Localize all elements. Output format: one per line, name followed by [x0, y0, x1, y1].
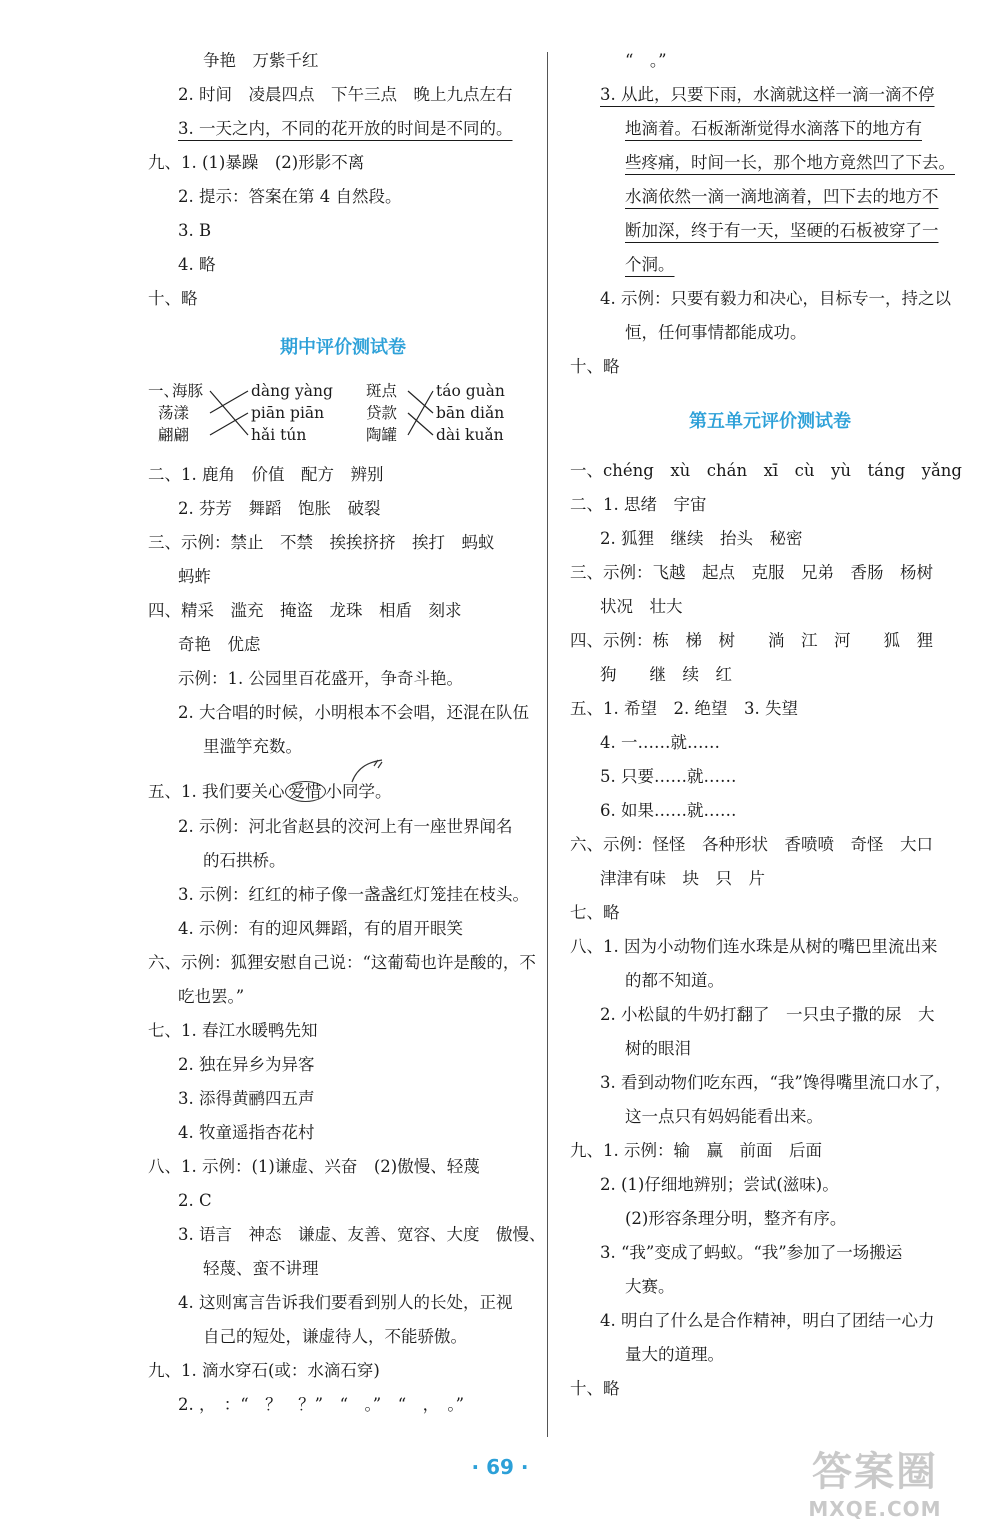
answer-line: 十、略: [570, 357, 620, 376]
answer-line: 示例：1. 公园里百花盛开，争奇斗艳。: [178, 669, 463, 688]
match-left-pinyin: hǎi tún: [251, 426, 307, 444]
match-left-word: 海豚: [172, 382, 204, 400]
answer-line: 水滴依然一滴一滴地滴着，凹下去的地方不: [625, 187, 939, 206]
answer-line: 里滥竽充数。: [203, 737, 302, 756]
answer-line: 七、略: [570, 903, 620, 922]
answer-line: 3. 一天之内，不同的花开放的时间是不同的。: [178, 119, 513, 138]
answer-line: 这一点只有妈妈能看出来。: [625, 1107, 823, 1126]
answer-line: 3. 添得黄鹂四五声: [178, 1089, 315, 1108]
answer-line: 六、示例：怪怪 各种形状 香喷喷 奇怪 大口: [570, 835, 933, 854]
answer-line: 4. 牧童遥指杏花村: [178, 1123, 315, 1142]
answer-line: 4. 明白了什么是合作精神，明白了团结一心力: [600, 1311, 935, 1330]
answer-line: 的石拱桥。: [203, 851, 286, 870]
left-column: [148, 44, 546, 1422]
match-left-pinyin: piān piān: [251, 404, 325, 422]
answer-line: 状况 壮大: [600, 597, 683, 616]
answer-line: (2)形容条理分明，整齐有序。: [625, 1209, 847, 1228]
answer-line: “ 。”: [625, 51, 667, 70]
answer-line: 树的眼泪: [625, 1039, 691, 1058]
answer-line: 三、示例：飞越 起点 克服 兄弟 香肠 杨树: [570, 563, 933, 582]
answer-line: 三、示例：禁止 不禁 挨挨挤挤 挨打 蚂蚁: [148, 533, 495, 552]
answer-line: 争艳 万紫千红: [203, 51, 319, 70]
answer-line: 津津有味 块 只 片: [600, 869, 765, 888]
left-lines-end: [148, 810, 546, 1422]
answer-line: 个洞。: [625, 255, 675, 274]
answer-line: 二、1. 思绪 宇宙: [570, 495, 707, 514]
match-right-word: 贷款: [366, 404, 398, 422]
answer-line: 2. (1)仔细地辨别；尝试(滋味)。: [600, 1175, 839, 1194]
answer-line: 些疼痛，时间一长，那个地方竟然凹了下去。: [625, 153, 955, 172]
match-right-pinyin: táo guàn: [436, 382, 505, 400]
answer-line: 2. 示例：河北省赵县的洨河上有一座世界闻名: [178, 817, 513, 836]
column-divider: [547, 52, 548, 1437]
answer-line: 2. 小松鼠的牛奶打翻了 一只虫子撒的尿 大: [600, 1005, 935, 1024]
match-right-word: 陶罐: [366, 426, 398, 444]
answer-line: 九、1. 滴水穿石(或：水滴石穿): [148, 1361, 380, 1380]
answer-line: 量大的道理。: [625, 1345, 724, 1364]
answer-line: 吃也罢。”: [178, 987, 245, 1006]
answer-line: 3. 语言 神态 谦虚、友善、宽容、大度 傲慢、: [178, 1225, 546, 1244]
answer-line: 蚂蚱: [178, 567, 211, 586]
answer-line: 八、1. 因为小动物们连水珠是从树的嘴巴里流出来: [570, 937, 938, 956]
answer-line: 奇艳 优虑: [178, 635, 261, 654]
answer-line: 六、示例：狐狸安慰自己说：“这葡萄也许是酸的，不: [148, 953, 536, 972]
answer-line: 6. 如果……就……: [600, 801, 737, 820]
page-number: · 69 ·: [471, 1455, 529, 1479]
answer-line: 五、1. 希望 2. 绝望 3. 失望: [570, 699, 798, 718]
answer-line: 4. 这则寓言告诉我们要看到别人的长处，正视: [178, 1293, 513, 1312]
answer-line: 4. 示例：只要有毅力和决心，目标专一，持之以: [600, 289, 951, 308]
pinyin-matching: [148, 380, 538, 458]
section-title-unit5: 第五单元评价测试卷: [689, 411, 851, 432]
answer-line: 七、1. 春江水暖鸭先知: [148, 1021, 318, 1040]
answer-line: 四、精采 滥充 掩盗 龙珠 相盾 刻求: [148, 601, 462, 620]
right-lines-top: [570, 44, 970, 384]
left-lines-top: [148, 44, 538, 316]
match-right-pinyin: bān diǎn: [436, 404, 505, 422]
answer-line: 狗 继 续 红: [600, 665, 732, 684]
answer-line: 3. 示例：红红的柿子像一盏盏红灯笼挂在枝头。: [178, 885, 529, 904]
answer-line: 2. 芬芳 舞蹈 饱胀 破裂: [178, 499, 381, 518]
matching-prefix: 一、: [148, 382, 180, 400]
answer-line: 四、示例：栋 梯 树 淌 江 河 狐 狸: [570, 631, 933, 650]
answer-line: 3. B: [178, 221, 212, 240]
answer-line: 2. 大合唱的时候，小明根本不会唱，还混在队伍: [178, 703, 529, 722]
q5-suffix: 小同学。: [325, 782, 392, 801]
answer-line: 2. 狐狸 继续 抬头 秘密: [600, 529, 803, 548]
answer-line: 二、1. 鹿角 价值 配方 辨别: [148, 465, 384, 484]
answer-line: 一、chéng xù chán xī cù yù táng yǎng: [570, 461, 962, 480]
watermark-url: MXQE.COM: [808, 1497, 942, 1521]
answer-line: 大赛。: [625, 1277, 675, 1296]
edit-mark-icon: [348, 756, 388, 784]
answer-line: 4. 示例：有的迎风舞蹈，有的眉开眼笑: [178, 919, 463, 938]
answer-line-q5: [148, 764, 538, 810]
answer-line: 恒，任何事情都能成功。: [625, 323, 807, 342]
watermark-text: 答案圈: [812, 1449, 938, 1495]
right-column: [570, 44, 970, 1406]
answer-line: 2. C: [178, 1191, 212, 1210]
answer-line: 2. ， ：“ ？ ？” “ 。” “ ， 。”: [178, 1395, 465, 1414]
match-left-pinyin: dàng yàng: [251, 382, 333, 400]
answer-line: 八、1. 示例：(1)谦虚、兴奋 (2)傲慢、轻蔑: [148, 1157, 480, 1176]
answer-line: 2. 独在异乡为异客: [178, 1055, 315, 1074]
watermark-logo: [780, 1440, 970, 1521]
left-lines-bottom: [148, 458, 538, 764]
answer-line: 九、1. (1)暴躁 (2)形影不离: [148, 153, 365, 172]
right-lines-bottom: [570, 454, 970, 1406]
answer-line: 九、1. 示例：输 赢 前面 后面: [570, 1141, 822, 1160]
section-title-midterm: 期中评价测试卷: [280, 337, 406, 358]
match-left-word: 荡漾: [158, 404, 190, 422]
answer-line: 地滴着。石板渐渐觉得水滴落下的地方有: [625, 119, 922, 138]
answer-line: 4. 略: [178, 255, 216, 274]
answer-line: 4. 一……就……: [600, 733, 720, 752]
match-right-pinyin: dài kuǎn: [436, 426, 504, 444]
answer-line: 的都不知道。: [625, 971, 724, 990]
answer-line: 5. 只要……就……: [600, 767, 737, 786]
q5-circled-word: 爱惜: [285, 781, 326, 802]
answer-line: 3. 从此，只要下雨，水滴就这样一滴一滴不停: [600, 85, 935, 104]
answer-line: 2. 提示：答案在第 4 自然段。: [178, 187, 402, 206]
answer-line: 轻蔑、蛮不讲理: [203, 1259, 319, 1278]
match-left-word: 翩翩: [158, 426, 190, 444]
answer-line: 自己的短处，谦虚待人，不能骄傲。: [203, 1327, 467, 1346]
q5-prefix: 五、1. 我们要关心: [148, 782, 285, 801]
match-right-word: 斑点: [366, 382, 398, 400]
answer-line: 3. 看到动物们吃东西，“我”馋得嘴里流口水了，: [600, 1073, 952, 1092]
answer-line: 2. 时间 凌晨四点 下午三点 晚上九点左右: [178, 85, 513, 104]
answer-line: 十、略: [570, 1379, 620, 1398]
answer-line: 3. “我”变成了蚂蚁。“我”参加了一场搬运: [600, 1243, 903, 1262]
answer-line: 十、略: [148, 289, 198, 308]
answer-line: 断加深，终于有一天，坚硬的石板被穿了一: [625, 221, 939, 240]
